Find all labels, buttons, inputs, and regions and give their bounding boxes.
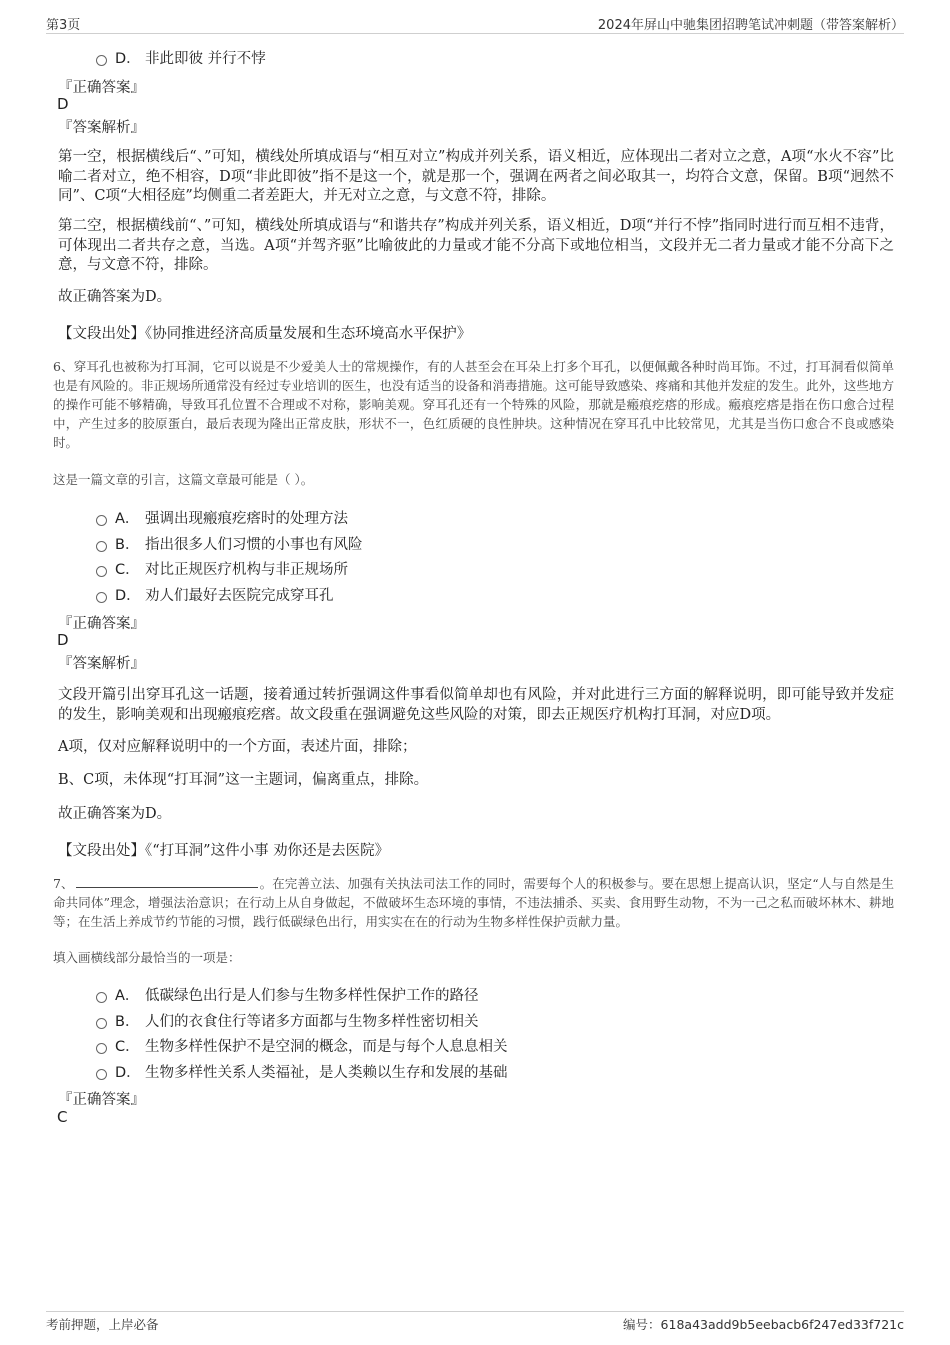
analysis-label: 『答案解析』 [58,120,145,136]
analysis-label: 『答案解析』 [58,656,145,672]
option-text: 生物多样性关系人类福祉，是人类赖以生存和发展的基础 [145,1065,508,1081]
q6-option-c[interactable] [96,558,348,579]
page-number: 第3页 [46,18,81,33]
analysis-paragraph: 第一空，根据横线后“、”可知，横线处所填成语与“相互对立”构成并列关系，语义相近，应体现出二者对立之意，A项“水火不容”比喻二者对立，绝不相容，D项“非此即彼”指不是这一个，就是那一个，强调在两者之间必取其一，均符合文意，保留。B项“迥然不同”、C项“大相径庭”均侧重二者差距大，并无对立之意，与文意不符，排除。 [58,149,894,204]
document-title: 2024年屏山中驰集团招聘笔试冲刺题（带答案解析） [597,18,904,33]
option-letter: B． [115,537,140,553]
footer-divider [46,1311,904,1312]
question-text: 。在完善立法、加强有关执法司法工作的同时，需要每个人的积极参与。要在思想上提高认识，坚定“人与自然是生命共同体”理念，增强法治意识；在行动上从自身做起，不做破坏生态环境的事情，不违法捕杀、买卖、食用野生动物，不为一己之私而破坏林木、耕地等；在生活上养成节约节能的习惯，践行低碳绿色出行，用实实在在的行动为生物多样性保护贡献力量。 [53,876,894,929]
analysis-paragraph: 第二空，根据横线前“、”可知，横线处所填成语与“和谐共存”构成并列关系，语义相近，D项“并行不悖”指同时进行而互相不违背，可体现出二者共存之意，当选。A项“并驾齐驱”比喻彼此的力量或才能不分高下或地位相当，文段并无二者力量或才能不分高下之意，与文意不符，排除。 [58,218,894,273]
q7-option-c[interactable] [96,1035,508,1056]
correct-answer: D [57,631,69,649]
answer-label: 『正确答案』 [58,1092,145,1108]
radio-icon[interactable] [96,1018,107,1029]
option-text: 对比正规医疗机构与非正规场所 [145,562,348,578]
radio-icon[interactable] [96,566,107,577]
radio-icon[interactable] [96,1043,107,1054]
q7-option-b[interactable] [96,1010,479,1031]
q6-option-a[interactable] [96,507,348,528]
radio-icon[interactable] [96,515,107,526]
option-letter: B． [115,1014,140,1030]
option-letter: D． [115,588,141,604]
option-letter: A． [115,511,140,527]
option-letter: D． [115,51,141,67]
option-text: 低碳绿色出行是人们参与生物多样性保护工作的路径 [145,988,479,1004]
correct-answer: D [57,95,69,113]
option-text: 指出很多人们习惯的小事也有风险 [145,537,363,553]
answer-label: 『正确答案』 [58,616,145,632]
option-letter: D． [115,1065,141,1081]
code-value: 618a43add9b5eebacb6f247ed33f721c [660,1317,904,1332]
option-text: 劝人们最好去医院完成穿耳孔 [145,588,334,604]
header-divider [46,33,904,34]
conclusion: 故正确答案为D。 [58,289,172,305]
footer-slogan: 考前押题，上岸必备 [46,1317,159,1332]
option-letter: C． [115,562,140,578]
question-stem [53,874,894,931]
code-label: 编号： [623,1317,661,1332]
radio-icon[interactable] [96,1069,107,1080]
q5-option-d[interactable] [96,47,266,68]
radio-icon[interactable] [96,541,107,552]
q6-option-d[interactable] [96,584,334,605]
option-letter: C． [115,1039,140,1055]
q6-option-b[interactable] [96,533,363,554]
option-text: 强调出现瘢痕疙瘩时的处理方法 [145,511,348,527]
radio-icon[interactable] [96,992,107,1003]
analysis-paragraph: 文段开篇引出穿耳孔这一话题，接着通过转折强调这件事看似简单却也有风险，并对此进行三方面的解释说明，即可能导致并发症的发生，影响美观和出现瘢痕疙瘩。故文段重在强调避免这些风险的对策，即去正规医疗机构打耳洞，对应D项。 [58,687,894,723]
correct-answer: C [57,1108,68,1126]
question-stem: 6、穿耳孔也被称为打耳洞，它可以说是不少爱美人士的常规操作，有的人甚至会在耳朵上打多个耳孔，以便佩戴各种时尚耳饰。不过，打耳洞看似简单也是有风险的。非正规场所通常没有经过专业培训的医生，也没有适当的设备和消毒措施。这可能导致感染、疼痛和其他并发症的发生。此外，这些地方的操作可能不够精确，导致耳孔位置不合理或不对称，影响美观。穿耳孔还有一个特殊的风险，那就是瘢痕疙瘩的形成。瘢痕疙瘩是指在伤口愈合过程中，产生过多的胶原蛋白，最后表现为隆出正常皮肤，形状不一，色红质硬的良性肿块。这种情况在穿耳孔中比较常见，尤其是当伤口愈合不良或感染时。 [53,359,894,450]
q7-option-d[interactable] [96,1061,508,1082]
source-citation: 【文段出处】《“打耳洞”这件小事 劝你还是去医院》 [58,843,390,859]
conclusion: 故正确答案为D。 [58,806,172,822]
radio-icon[interactable] [96,55,107,66]
question-prompt: 填入画横线部分最恰当的一项是： [53,950,241,965]
source-citation: 【文段出处】《协同推进经济高质量发展和生态环境高水平保护》 [58,326,472,342]
radio-icon[interactable] [96,592,107,603]
fill-blank [76,875,258,888]
question-number: 7、 [53,876,74,891]
document-code [623,1315,904,1333]
option-text: 非此即彼 并行不悖 [145,51,266,67]
question-prompt: 这是一篇文章的引言，这篇文章最可能是（ ）。 [53,472,314,487]
analysis-paragraph: B、C项，未体现“打耳洞”这一主题词，偏离重点，排除。 [58,772,429,788]
option-letter: A． [115,988,140,1004]
answer-label: 『正确答案』 [58,80,145,96]
analysis-paragraph: A项，仅对应解释说明中的一个方面，表述片面，排除； [58,739,417,755]
option-text: 人们的衣食住行等诸多方面都与生物多样性密切相关 [145,1014,479,1030]
q7-option-a[interactable] [96,984,479,1005]
option-text: 生物多样性保护不是空洞的概念，而是与每个人息息相关 [145,1039,508,1055]
